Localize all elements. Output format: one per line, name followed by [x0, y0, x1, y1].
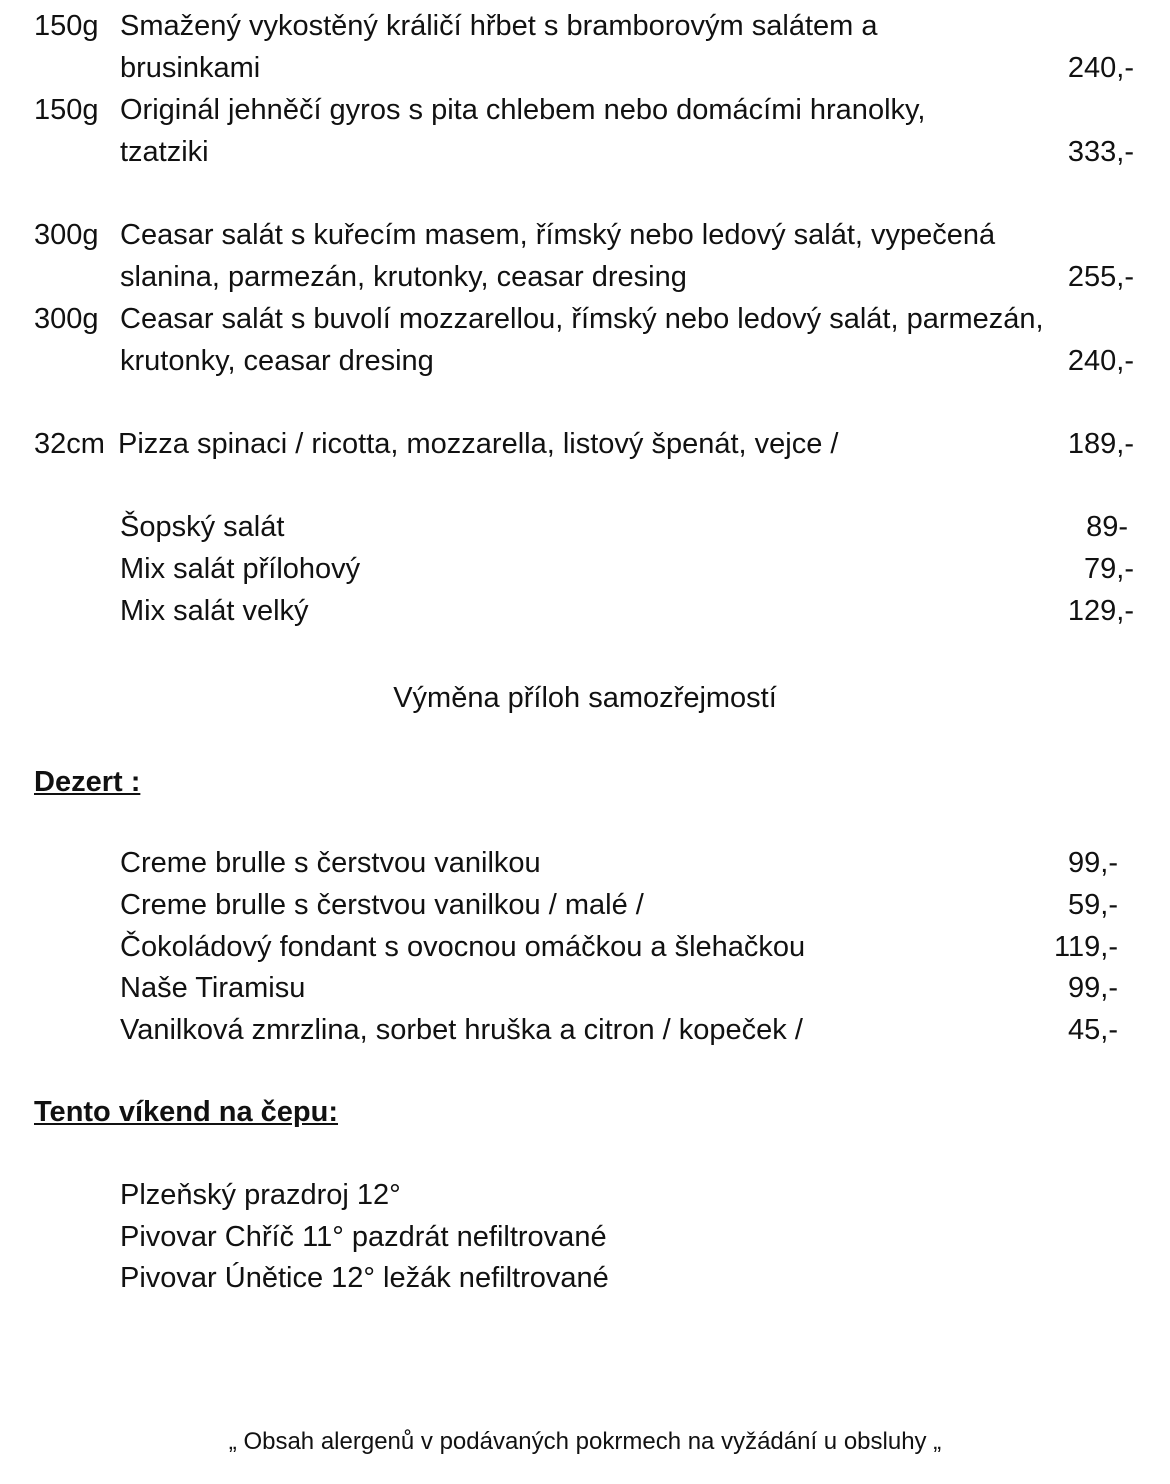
beer-item: Pivovar Únětice 12° ležák nefiltrované [120, 1262, 609, 1294]
side-dish-note: Výměna příloh samozřejmostí [393, 682, 777, 714]
dessert-name: Vanilková zmrzlina, sorbet hruška a citron / kopeček / [120, 1014, 803, 1046]
dessert-name: Naše Tiramisu [120, 972, 306, 1004]
beer-item: Pivovar Chříč 11° pazdrát nefiltrované [120, 1221, 607, 1253]
dish-price: 255,- [1067, 261, 1134, 293]
salad-price: 89- [1086, 511, 1128, 543]
dish-price: 240,- [1067, 52, 1134, 84]
dish-description: Ceasar salát s buvolí mozzarellou, římský nebo ledový salát, parmezán, [120, 303, 1044, 335]
dish-weight: 150g [34, 10, 99, 42]
dessert-name: Creme brulle s čerstvou vanilkou / malé / [120, 889, 644, 921]
dish-description: Ceasar salát s kuřecím masem, římský nebo ledový salát, vypečená [120, 219, 996, 251]
dish-weight: 300g [34, 303, 99, 335]
salad-name: Mix salát přílohový [120, 553, 361, 585]
dessert-price: 99,- [1068, 972, 1118, 1004]
dish-description: Smažený vykostěný králičí hřbet s bramborovým salátem a [120, 10, 878, 42]
salad-name: Mix salát velký [120, 595, 309, 627]
salad-price: 79,- [1084, 553, 1134, 585]
dessert-heading: Dezert : [34, 766, 141, 798]
salad-price: 129,- [1067, 595, 1134, 627]
dessert-price: 119,- [1054, 931, 1118, 963]
pizza-price: 189,- [1067, 428, 1134, 460]
dessert-price: 59,- [1068, 889, 1118, 921]
dish-weight: 150g [34, 94, 99, 126]
dish-description: brusinkami [120, 52, 261, 84]
dessert-name: Creme brulle s čerstvou vanilkou [120, 847, 541, 879]
dessert-price: 45,- [1068, 1014, 1118, 1046]
salad-name: Šopský salát [120, 511, 285, 543]
dish-price: 333,- [1067, 136, 1134, 168]
dessert-price: 99,- [1068, 847, 1118, 879]
allergen-note: „ Obsah alergenů v podávaných pokrmech na vyžádání u obsluhy „ [228, 1428, 942, 1455]
beer-item: Plzeňský prazdroj 12° [120, 1179, 401, 1211]
dessert-name: Čokoládový fondant s ovocnou omáčkou a šlehačkou [120, 931, 806, 963]
dish-description: krutonky, ceasar dresing [120, 345, 434, 377]
dish-description: tzatziki [120, 136, 209, 168]
dish-description: Originál jehněčí gyros s pita chlebem nebo domácími hranolky, [120, 94, 926, 126]
dish-price: 240,- [1067, 345, 1134, 377]
pizza-description: Pizza spinaci / ricotta, mozzarella, listový špenát, vejce / [118, 428, 839, 460]
dish-weight: 300g [34, 219, 99, 251]
pizza-size: 32cm [34, 428, 105, 460]
tap-heading: Tento víkend na čepu: [34, 1096, 339, 1128]
dish-description: slanina, parmezán, krutonky, ceasar dresing [120, 261, 687, 293]
